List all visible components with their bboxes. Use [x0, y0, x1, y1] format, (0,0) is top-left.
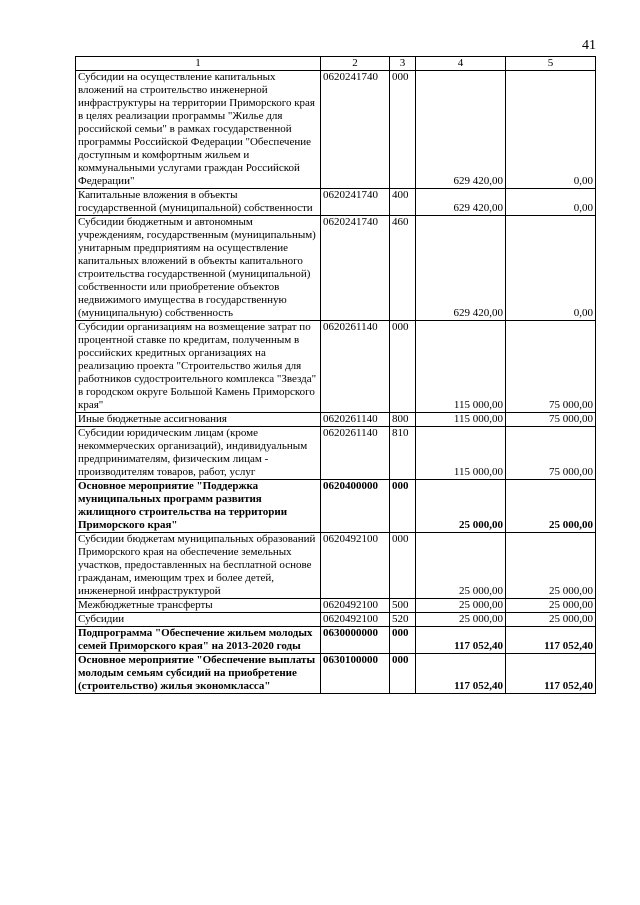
budget-code-cell: 0630100000 [321, 654, 390, 694]
expense-kind-cell: 000 [390, 627, 416, 654]
amount-col5-cell: 25 000,00 [506, 613, 596, 627]
table-row [76, 189, 596, 216]
row-name-cell: Субсидии на осуществление капитальных вложений на строительство инженерной инфраструктуры на территории Приморского края в целях реализации программы "Жилье для российской семьи" в рамках государственной программы Российской Федерации "Обеспечение доступным и комфортным жильем и коммунальными услугами граждан Российской Федерации" [76, 71, 321, 189]
column-header: 5 [506, 57, 596, 71]
amount-col4-cell: 25 000,00 [416, 613, 506, 627]
budget-code-cell: 0620492100 [321, 613, 390, 627]
budget-code-cell: 0620261140 [321, 413, 390, 427]
amount-col4-cell: 629 420,00 [416, 216, 506, 321]
page-number: 41 [582, 38, 596, 53]
row-name-cell: Субсидии бюджетным и автономным учреждениям, государственным (муниципальным) унитарным предприятиям на осуществление капитальных вложений в объекты капитального строительства государственной (муниципальной) собственности или приобретение объектов недвижимого имущества в государственную (муниципальную) собственность [76, 216, 321, 321]
expense-kind-cell: 520 [390, 613, 416, 627]
amount-col4-cell: 629 420,00 [416, 71, 506, 189]
budget-code-cell: 0620492100 [321, 599, 390, 613]
expense-kind-cell: 000 [390, 480, 416, 533]
budget-table [75, 56, 596, 694]
amount-col4-cell: 25 000,00 [416, 480, 506, 533]
table-row [76, 533, 596, 599]
budget-code-cell: 0620400000 [321, 480, 390, 533]
row-name-cell: Капитальные вложения в объекты государственной (муниципальной) собственности [76, 189, 321, 216]
amount-col4-cell: 115 000,00 [416, 413, 506, 427]
row-name-cell: Субсидии бюджетам муниципальных образований Приморского края на обеспечение земельных участков, предоставленных на бесплатной основе гражданам, имеющим трех и более детей, инженерной инфраструктурой [76, 533, 321, 599]
expense-kind-cell: 400 [390, 189, 416, 216]
amount-col4-cell: 25 000,00 [416, 599, 506, 613]
amount-col5-cell: 117 052,40 [506, 627, 596, 654]
row-name-cell: Основное мероприятие "Поддержка муниципальных программ развития жилищного строительства на территории Приморского края" [76, 480, 321, 533]
row-name-cell: Основное мероприятие "Обеспечение выплаты молодым семьям субсидий на приобретение (строительство) жилья экономкласса" [76, 654, 321, 694]
column-header: 4 [416, 57, 506, 71]
budget-code-cell: 0620261140 [321, 321, 390, 413]
amount-col5-cell: 117 052,40 [506, 654, 596, 694]
amount-col4-cell: 115 000,00 [416, 321, 506, 413]
expense-kind-cell: 800 [390, 413, 416, 427]
amount-col5-cell: 25 000,00 [506, 480, 596, 533]
amount-col5-cell: 25 000,00 [506, 533, 596, 599]
amount-col4-cell: 25 000,00 [416, 533, 506, 599]
row-name-cell: Субсидии [76, 613, 321, 627]
expense-kind-cell: 810 [390, 427, 416, 480]
expense-kind-cell: 500 [390, 599, 416, 613]
row-name-cell: Межбюджетные трансферты [76, 599, 321, 613]
table-row [76, 71, 596, 189]
amount-col5-cell: 0,00 [506, 189, 596, 216]
row-name-cell: Субсидии организациям на возмещение затрат по процентной ставке по кредитам, полученным в российских кредитных организациях на реализацию проекта "Строительство жилья для работников судостроительного комплекса "Звезда" в городском округе Большой Камень Приморского края" [76, 321, 321, 413]
amount-col5-cell: 0,00 [506, 71, 596, 189]
table-row [76, 627, 596, 654]
budget-code-cell: 0620241740 [321, 71, 390, 189]
expense-kind-cell: 000 [390, 533, 416, 599]
budget-code-cell: 0620241740 [321, 189, 390, 216]
expense-kind-cell: 000 [390, 654, 416, 694]
column-header: 2 [321, 57, 390, 71]
amount-col5-cell: 25 000,00 [506, 599, 596, 613]
row-name-cell: Субсидии юридическим лицам (кроме некоммерческих организаций), индивидуальным предпринимателям, физическим лицам - производителям товаров, работ, услуг [76, 427, 321, 480]
table-row [76, 321, 596, 413]
budget-code-cell: 0620261140 [321, 427, 390, 480]
expense-kind-cell: 000 [390, 71, 416, 189]
amount-col5-cell: 0,00 [506, 216, 596, 321]
column-header: 1 [76, 57, 321, 71]
amount-col5-cell: 75 000,00 [506, 413, 596, 427]
budget-code-cell: 0630000000 [321, 627, 390, 654]
row-name-cell: Иные бюджетные ассигнования [76, 413, 321, 427]
table-row [76, 216, 596, 321]
amount-col5-cell: 75 000,00 [506, 427, 596, 480]
row-name-cell: Подпрограмма "Обеспечение жильем молодых семей Приморского края" на 2013-2020 годы [76, 627, 321, 654]
table-row [76, 613, 596, 627]
table-row [76, 413, 596, 427]
table-row [76, 427, 596, 480]
table-row [76, 599, 596, 613]
table-row [76, 654, 596, 694]
expense-kind-cell: 460 [390, 216, 416, 321]
amount-col5-cell: 75 000,00 [506, 321, 596, 413]
table-row [76, 480, 596, 533]
amount-col4-cell: 629 420,00 [416, 189, 506, 216]
amount-col4-cell: 117 052,40 [416, 654, 506, 694]
column-header: 3 [390, 57, 416, 71]
budget-code-cell: 0620241740 [321, 216, 390, 321]
expense-kind-cell: 000 [390, 321, 416, 413]
table-header-row [76, 57, 596, 71]
budget-code-cell: 0620492100 [321, 533, 390, 599]
amount-col4-cell: 115 000,00 [416, 427, 506, 480]
amount-col4-cell: 117 052,40 [416, 627, 506, 654]
